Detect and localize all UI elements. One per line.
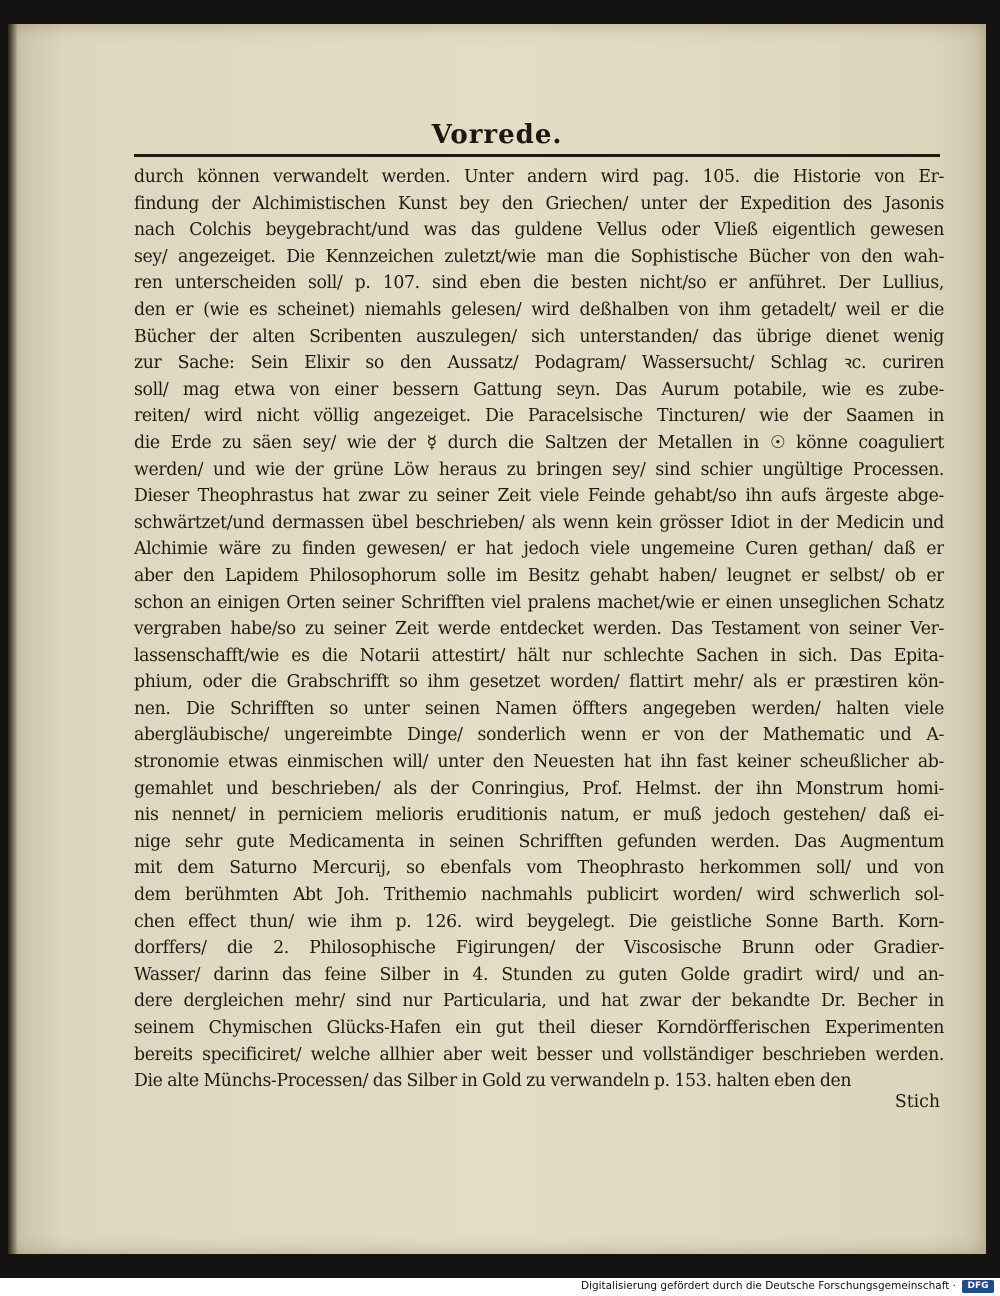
book-page bbox=[8, 24, 986, 1254]
footer-bar bbox=[0, 1278, 1000, 1296]
text-line: findung der Alchimistischen Kunst bey den Griechen/ unter der Expedition des Jasonis bbox=[134, 193, 944, 214]
text-line: ren unterscheiden soll/ p. 107. sind eben die besten nicht/so er anführet. Der Lullius, bbox=[134, 273, 944, 294]
text-line: nis nennet/ in perniciem melioris eruditionis natum, er muß jedoch gestehen/ daß ei- bbox=[134, 805, 944, 826]
text-line: aber den Lapidem Philosophorum solle im Besitz gehabt haben/ leugnet er selbst/ ob er bbox=[134, 565, 944, 586]
text-line: Dieser Theophrastus hat zwar zu seiner Zeit viele Feinde gehabt/so ihn aufs ärgeste abge- bbox=[134, 486, 944, 507]
text-line: durch können verwandelt werden. Unter andern wird pag. 105. die Historie von Er- bbox=[134, 167, 944, 187]
text-line: bereits specificiret/ welche allhier aber weit besser und vollständiger beschrieben werden. bbox=[134, 1044, 944, 1065]
text-line: phium, oder die Grabschrifft so ihm gesetzet worden/ flattirt mehr/ als er præstiren kön- bbox=[134, 672, 944, 693]
text-line: Alchimie wäre zu finden gewesen/ er hat jedoch viele ungemeine Curen gethan/ daß er bbox=[134, 539, 944, 560]
text-line: reiten/ wird nicht völlig angezeiget. Die Paracelsische Tincturen/ wie der Saamen in bbox=[134, 406, 944, 427]
catchword: Stich bbox=[894, 1092, 940, 1112]
body-text bbox=[134, 164, 944, 1095]
text-line: werden/ und wie der grüne Löw heraus zu bringen sey/ sind schier ungültige Processen. bbox=[134, 459, 944, 480]
text-line: Die alte Münchs-Processen/ das Silber in Gold zu verwandeln p. 153. halten eben den bbox=[134, 1071, 852, 1092]
text-line: nach Colchis beygebracht/und was das guldene Vellus oder Vließ eigentlich gewesen bbox=[134, 220, 944, 241]
text-line: nen. Die Schrifften so unter seinen Namen öffters angegeben werden/ halten viele bbox=[134, 698, 944, 719]
text-line: gemahlet und beschrieben/ als der Conringius, Prof. Helmst. der ihn Monstrum homi- bbox=[134, 778, 944, 799]
text-line: dem berühmten Abt Joh. Trithemio nachmahls publicirt worden/ wird schwerlich sol- bbox=[134, 885, 944, 906]
text-line: Bücher der alten Scribenten auszulegen/ sich unterstanden/ das übrige dienet wenig bbox=[134, 326, 944, 347]
text-line: sey/ angezeiget. Die Kennzeichen zuletzt/wie man die Sophistische Bücher von den wah- bbox=[134, 246, 944, 267]
text-line: zur Sache: Sein Elixir so den Aussatz/ Podagram/ Wassersucht/ Schlag ꝛc. curiren bbox=[134, 353, 944, 374]
text-line: dorffers/ die 2. Philosophische Figirungen/ der Viscosische Brunn oder Gradier- bbox=[134, 938, 944, 959]
text-line: mit dem Saturno Mercurij, so ebenfals vom Theophrasto herkommen soll/ und von bbox=[134, 858, 944, 879]
text-line: stronomie etwas einmischen will/ unter den Neuesten hat ihn fast keiner scheußlicher ab- bbox=[134, 752, 944, 773]
text-line: chen effect thun/ wie ihm p. 126. wird beygelegt. Die geistliche Sonne Barth. Korn- bbox=[134, 911, 944, 932]
header-rule bbox=[134, 154, 940, 157]
text-line: seinem Chymischen Glücks-Hafen ein gut theil dieser Korndörfferischen Experimenten bbox=[134, 1018, 944, 1038]
text-line: vergraben habe/so zu seiner Zeit werde entdecket werden. Das Testament von seiner Ver- bbox=[134, 619, 944, 640]
text-line: schon an einigen Orten seiner Schrifften viel pralens machet/wie er einen unseglichen Schatz bbox=[134, 592, 944, 613]
text-line: soll/ mag etwa von einer bessern Gattung seyn. Das Aurum potabile, wie es zube- bbox=[134, 379, 944, 400]
text-line: nige sehr gute Medicamenta in seinen Schrifften gefunden werden. Das Augmentum bbox=[134, 831, 944, 852]
text-line: lassenschafft/wie es die Notarii attestirt/ hält nur schlechte Sachen in sich. Das Epita- bbox=[134, 645, 944, 666]
text-line: dere dergleichen mehr/ sind nur Particularia, und hat zwar der bekandte Dr. Becher in bbox=[134, 991, 944, 1012]
text-line: Wasser/ darinn das feine Silber in 4. Stunden zu guten Golde gradirt wird/ und an- bbox=[134, 964, 944, 985]
text-line: schwärtzet/und dermassen übel beschrieben/ als wenn kein grösser Idiot in der Medicin und bbox=[134, 512, 944, 533]
text-line: die Erde zu säen sey/ wie der ☿ durch die Saltzen der Metallen in ☉ könne coaguliert bbox=[134, 432, 944, 453]
running-head: Vorrede. bbox=[431, 120, 563, 150]
dfg-logo-icon: DFG bbox=[962, 1280, 994, 1293]
footer-credit: Digitalisierung gefördert durch die Deutsche Forschungsgemeinschaft · bbox=[580, 1280, 956, 1292]
text-line: den er (wie es scheinet) niemahls gelesen/ wird deßhalben von ihm getadelt/ weil er die bbox=[134, 299, 944, 320]
text-line: abergläubische/ ungereimbte Dinge/ sonderlich wenn er von der Mathematic und A- bbox=[134, 725, 944, 746]
